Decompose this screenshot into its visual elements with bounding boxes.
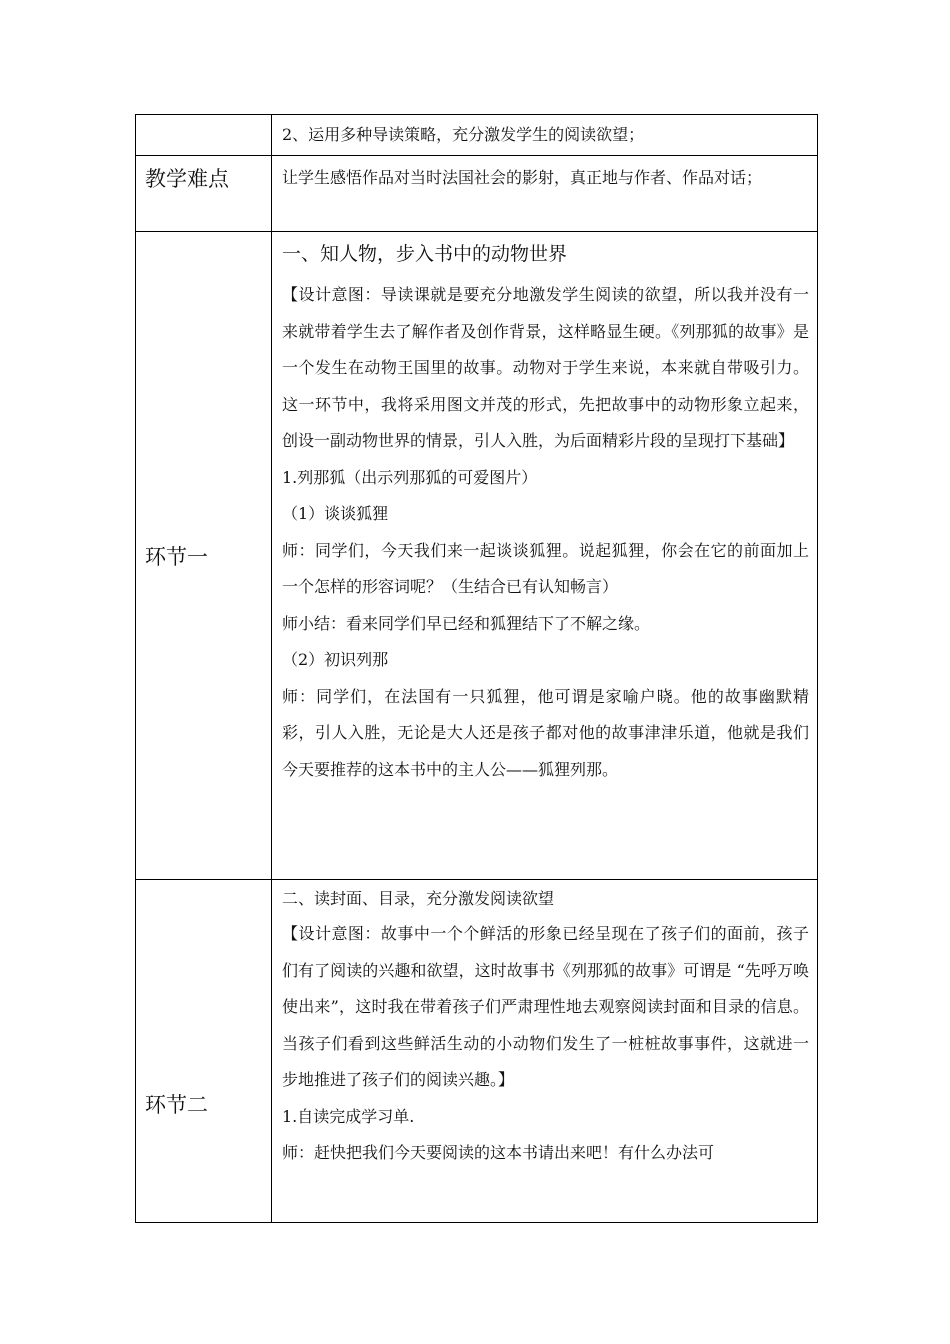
section-one-cell	[272, 232, 818, 880]
row-label-section-two: 环节二	[136, 880, 272, 1223]
section-two-heading: 二、读封面、目录，充分激发阅读欲望	[282, 889, 555, 908]
section-one-intent: 【设计意图：导读课就是要充分地激发学生阅读的欲望，所以我并没有一来就带着学生去了解作者及创作背景，这样略显生硬。《列那狐的故事》是一个发生在动物王国里的故事。动物对于学生来说，本来就自带吸引力。这一环节中，我将采用图文并茂的形式，先把故事中的动物形象立起来，创设一副动物世界的情景，引人入胜，为后面精彩片段的呈现打下基础】	[282, 285, 809, 450]
row-objective-2	[136, 115, 818, 156]
objective-line: 2、运用多种导读策略，充分激发学生的阅读欲望；	[282, 125, 645, 144]
section-one-line-2: （1）谈谈狐狸	[282, 504, 389, 523]
section-two-line-1: 1.自读完成学习单.	[282, 1106, 415, 1126]
section-one-heading: 一、知人物，步入书中的动物世界	[282, 243, 568, 265]
section-one-line-3: 师：同学们，今天我们来一起谈谈狐狸。说起狐狸，你会在它的前面加上一个怎样的形容词呢？（生结合已有认知畅言）	[282, 540, 809, 596]
section-one-line-6: 师：同学们，在法国有一只狐狸，他可谓是家喻户晓。他的故事幽默精彩，引人入胜，无论是大人还是孩子都对他的故事津津乐道，他就是我们今天要推荐的这本书中的主人公——狐狸列那。	[282, 686, 809, 779]
objective-cell	[272, 115, 818, 156]
difficulty-text: 让学生感悟作品对当时法国社会的影射，真正地与作者、作品对话；	[282, 168, 763, 187]
row-label-empty	[136, 115, 272, 156]
difficulty-cell	[272, 156, 818, 232]
section-one-line-1: 1.列那狐（出示列那狐的可爱图片）	[282, 467, 538, 487]
section-two-line-2: 师：赶快把我们今天要阅读的这本书请出来吧！有什么办法可	[282, 1143, 715, 1162]
row-label-difficulty: 教学难点	[136, 156, 272, 232]
section-two-cell	[272, 880, 818, 1223]
section-one-line-5: （2）初识列那	[282, 650, 389, 669]
row-section-two	[136, 880, 818, 1223]
row-label-section-one: 环节一	[136, 232, 272, 880]
row-teaching-difficulty	[136, 156, 818, 232]
section-two-intent: 【设计意图：故事中一个个鲜活的形象已经呈现在了孩子们的面前，孩子们有了阅读的兴趣和欲望，这时故事书《列那狐的故事》可谓是 “先呼万唤使出来”，这时我在带着孩子们严肃理性地去观察阅读封面和目录的信息。当孩子们看到这些鲜活生动的小动物们发生了一桩桩故事事件，这就进一步地推进了孩子们的阅读兴趣。】	[282, 924, 809, 1089]
section-one-line-4: 师小结：看来同学们早已经和狐狸结下了不解之缘。	[282, 613, 651, 633]
row-section-one	[136, 232, 818, 880]
lesson-plan-table	[135, 114, 818, 1223]
